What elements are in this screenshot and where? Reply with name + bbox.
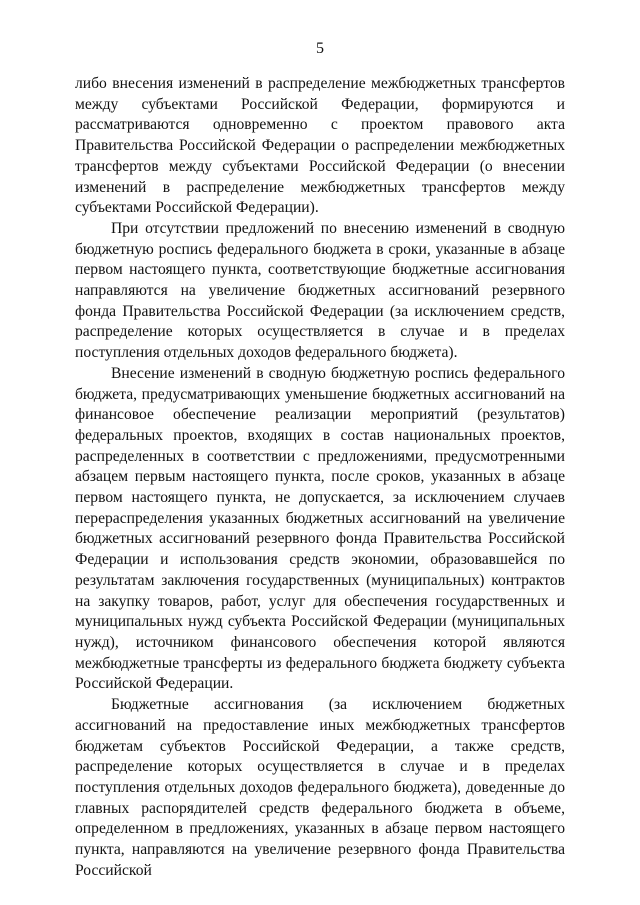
- document-body: [75, 74, 565, 881]
- page-number: 5: [316, 40, 324, 57]
- paragraph-3: Внесение изменений в сводную бюджетную роспись федерального бюджета, предусматривающих уменьшение бюджетных ассигнований на финансовое обеспечение реализации мероприятий (результатов) федеральных проектов, входящих в состав национальных проектов, распределенных в соответствии с предложениями, предусмотренными абзацем первым настоящего пункта, после сроков, указанных в абзаце первом настоящего пункта, не допускается, за исключением случаев перераспределения указанных бюджетных ассигнований на увеличение бюджетных ассигнований резервного фонда Правительства Российской Федерации и использования средств экономии, образовавшейся по результатам заключения государственных (муниципальных) контрактов на закупку товаров, работ, услуг для обеспечения государственных и муниципальных нужд субъекта Российской Федерации (муниципальных нужд), источником финансового обеспечения которой являются межбюджетные трансферты из федерального бюджета бюджету субъекта Российской Федерации.: [75, 364, 565, 693]
- paragraph-4: Бюджетные ассигнования (за исключением бюджетных ассигнований на предоставление иных межбюджетных трансфертов бюджетам субъектов Российской Федерации, а также средств, распределение которых осуществляется в случае и в пределах поступления отдельных доходов федерального бюджета), доведенные до главных распорядителей средств федерального бюджета в объеме, определенном в предложениях, указанных в абзаце первом настоящего пункта, направляются на увеличение резервного фонда Правительства Российской: [75, 696, 565, 879]
- paragraph-2: При отсутствии предложений по внесению изменений в сводную бюджетную роспись федерального бюджета в сроки, указанные в абзаце первом настоящего пункта, соответствующие бюджетные ассигнования направляются на увеличение бюджетных ассигнований резервного фонда Правительства Российской Федерации (за исключением средств, распределение которых осуществляется в случае и в пределах поступления отдельных доходов федерального бюджета).: [75, 219, 565, 362]
- paragraph-1: либо внесения изменений в распределение межбюджетных трансфертов между субъектами Российской Федерации, формируются и рассматриваются одновременно с проектом правового акта Правительства Российской Федерации о распределении межбюджетных трансфертов между субъектами Российской Федерации (о внесении изменений в распределение межбюджетных трансфертов между субъектами Российской Федерации).: [75, 75, 565, 217]
